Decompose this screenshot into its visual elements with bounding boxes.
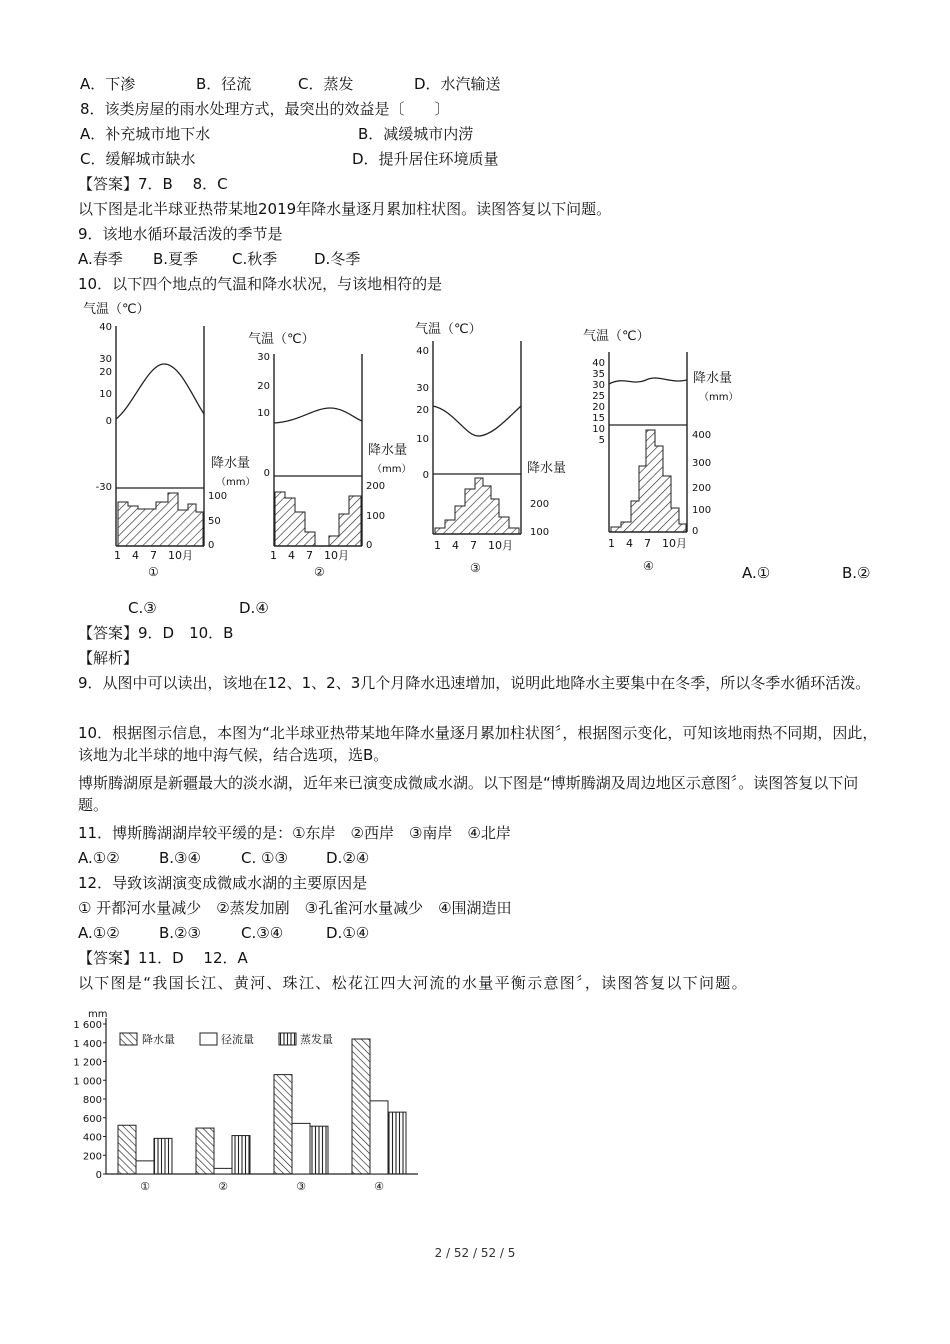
chart1-id: ① xyxy=(148,565,159,579)
legend-swatch-evap xyxy=(279,1033,296,1045)
chart4-tick-t35: 35 xyxy=(592,369,605,380)
chart4-tick-p400: 400 xyxy=(692,430,712,441)
climate-chart-4 xyxy=(583,329,738,573)
chart4-precip-unit: （mm） xyxy=(699,392,739,403)
chart2-tick-t10: 10 xyxy=(257,408,270,419)
chart4-precip-label: 降水量 xyxy=(693,371,733,386)
chart3-temp-label: 气温（℃） xyxy=(415,322,482,337)
chart-y-tick-label: 1 400 xyxy=(73,1038,102,1050)
chart4-tick-t20: 20 xyxy=(592,402,605,413)
chart4-tick-t40: 40 xyxy=(592,358,605,369)
bar-runoff-3 xyxy=(292,1123,310,1174)
chart4-tick-p300: 300 xyxy=(692,458,712,469)
chart2-tick-t20: 20 xyxy=(257,381,270,392)
bar-precip-4 xyxy=(352,1039,370,1174)
q7-option-a: A．下渗 xyxy=(80,75,136,93)
q12-stem: 12．导致该湖演变成微咸水湖的主要原因是 xyxy=(78,874,368,892)
legend-swatch-runoff xyxy=(200,1033,217,1045)
chart4-tick-p100: 100 xyxy=(692,505,712,516)
chart-y-tick-label: 1 600 xyxy=(73,1020,102,1031)
chart1-tick-tm30: -30 xyxy=(95,482,112,493)
chart-legend xyxy=(120,1032,333,1046)
page-footer: 2 / 52 / 52 / 5 xyxy=(434,1246,516,1260)
bar-runoff-1 xyxy=(136,1161,154,1174)
chart2-id: ② xyxy=(314,565,325,579)
chart1-temp-label: 气温（℃） xyxy=(83,302,150,317)
chart4-temp-label: 气温（℃） xyxy=(583,329,650,344)
bar-evap-1 xyxy=(154,1138,172,1174)
chart4-tick-p200: 200 xyxy=(692,483,712,494)
chart3-id: ③ xyxy=(470,561,481,575)
chart4-tick-t10: 10 xyxy=(592,424,605,435)
chart1-tick-t0: 0 xyxy=(105,416,112,427)
bar-precip-3 xyxy=(274,1075,292,1174)
q8-option-a: A．补充城市地下水 xyxy=(80,125,211,143)
intro-11-12: 博斯腾湖原是新疆最大的淡水湖，近年来已演变成微咸水湖。以下图是“博斯腾湖及周边地区示意图〞。读图答复以下问题。 xyxy=(78,774,859,814)
bar-precip-2 xyxy=(196,1128,214,1174)
chart2-tick-p100: 100 xyxy=(366,511,386,522)
chart2-tick-t30: 30 xyxy=(257,352,270,363)
q11-option-b: B.③④ xyxy=(159,849,201,867)
chart2-months: 1 4 7 10月 xyxy=(270,549,349,562)
chart3-tick-p200: 200 xyxy=(530,499,550,510)
q8-option-b: B．减缓城市内涝 xyxy=(358,125,474,143)
intro-9-10: 以下图是北半球亚热带某地2019年降水量逐月累加柱状图。读图答复以下问题。 xyxy=(78,200,612,218)
chart-y-tick-label: 1 000 xyxy=(73,1076,102,1088)
explanation-10: 10．根据图示信息，本图为“北半球亚热带某地年降水量逐月累加柱状图〞，根据图示变化，可知该地雨热不同期，因此，该地为北半球的地中海气候，结合选项，选B。 xyxy=(78,724,878,764)
q12-option-c: C.③④ xyxy=(241,924,284,942)
bar-evap-4 xyxy=(388,1112,406,1174)
q7-option-b: B．径流 xyxy=(196,75,252,93)
q9-option-c: C.秋季 xyxy=(232,250,278,268)
climate-chart-2 xyxy=(248,332,411,579)
q12-option-b: B.②③ xyxy=(159,924,201,942)
q10-option-a: A.① xyxy=(742,564,771,582)
q11-stem: 11．博斯腾湖湖岸较平缓的是：①东岸 ②西岸 ③南岸 ④北岸 xyxy=(78,824,511,842)
chart4-id: ④ xyxy=(643,559,654,573)
chart4-tick-t15: 15 xyxy=(592,413,605,424)
explanation-9: 9．从图中可以读出，该地在12、1、2、3几个月降水迅速增加，说明此地降水主要集中在冬季，所以冬季水循环活泼。 xyxy=(78,674,871,692)
bar-evap-3 xyxy=(310,1126,328,1174)
chart1-tick-p50: 50 xyxy=(208,516,221,527)
chart-y-tick-label: 800 xyxy=(82,1095,102,1106)
climate-chart-1 xyxy=(83,302,255,579)
chart2-precip-unit: （mm） xyxy=(372,464,412,475)
chart3-tick-p100: 100 xyxy=(530,527,550,538)
answer-11-12: 【答案】11．D 12．A xyxy=(78,949,248,967)
chart1-tick-p100: 100 xyxy=(208,491,228,502)
chart-y-tick-label: 1 200 xyxy=(73,1057,102,1069)
chart4-tick-t5: 5 xyxy=(598,435,605,446)
q9-option-b: B.夏季 xyxy=(153,250,199,268)
q10-stem: 10．以下四个地点的气温和降水状况，与该地相符的是 xyxy=(78,275,443,293)
chart1-precip-unit: （mm） xyxy=(216,477,256,488)
chart4-months: 1 4 7 10月 xyxy=(608,537,687,550)
q12-option-a: A.①② xyxy=(78,924,120,942)
bar-runoff-4 xyxy=(370,1101,388,1174)
chart-y-tick-label: 0 xyxy=(95,1170,102,1181)
chart-y-tick-label: 400 xyxy=(82,1132,102,1144)
q10-option-b: B.② xyxy=(842,564,871,582)
chart-category-label: ④ xyxy=(374,1180,384,1193)
answer-7-8: 【答案】7．B 8．C xyxy=(78,175,228,193)
chart-category-label: ③ xyxy=(296,1180,306,1193)
chart1-tick-t10: 10 xyxy=(99,389,112,400)
chart2-temp-label: 气温（℃） xyxy=(248,332,315,347)
q9-option-a: A.春季 xyxy=(78,250,123,268)
legend-label-runoff: 径流量 xyxy=(221,1033,254,1046)
q11-option-a: A.①② xyxy=(78,849,120,867)
analysis-heading: 【解析】 xyxy=(78,649,139,667)
climate-charts-figure xyxy=(78,296,838,581)
legend-swatch-precip xyxy=(120,1033,137,1045)
q10-option-d: D.④ xyxy=(239,599,269,617)
chart1-tick-t40: 40 xyxy=(99,322,112,333)
chart3-tick-t40: 40 xyxy=(416,346,429,357)
q9-stem: 9．该地水循环最活泼的季节是 xyxy=(78,225,283,243)
q11-option-c: C. ①③ xyxy=(241,849,288,867)
chart2-tick-t0: 0 xyxy=(263,468,270,479)
chart3-tick-t30: 30 xyxy=(416,383,429,394)
answer-9-10: 【答案】9．D 10．B xyxy=(78,624,234,642)
chart2-precip-label: 降水量 xyxy=(368,443,408,458)
chart1-months: 1 4 7 10月 xyxy=(114,549,193,562)
q12-choices: ① 开都河水量减少 ②蒸发加剧 ③孔雀河水量减少 ④围湖造田 xyxy=(78,899,512,917)
chart1-precip-label: 降水量 xyxy=(211,456,251,471)
chart1-tick-t30: 30 xyxy=(99,354,112,365)
bar-runoff-2 xyxy=(214,1168,232,1174)
bar-precip-1 xyxy=(118,1125,136,1174)
chart3-tick-t0: 0 xyxy=(422,470,429,481)
chart2-tick-p0: 0 xyxy=(366,540,373,551)
chart2-tick-p200: 200 xyxy=(366,481,386,492)
chart4-tick-t30: 30 xyxy=(592,380,605,391)
q8-stem: 8．该类房屋的雨水处理方式，最突出的效益是〔 〕 xyxy=(80,100,450,118)
chart1-tick-p0: 0 xyxy=(208,540,215,551)
chart4-tick-t25: 25 xyxy=(592,391,605,402)
q7-option-c: C．蒸发 xyxy=(298,75,354,93)
chart3-months: 1 4 7 10月 xyxy=(434,539,513,552)
q8-option-d: D．提升居住环境质量 xyxy=(352,150,499,168)
q9-option-d: D.冬季 xyxy=(314,250,361,268)
chart4-tick-p0: 0 xyxy=(692,526,699,537)
chart-unit-label: mm xyxy=(88,1009,108,1020)
chart-y-tick-label: 200 xyxy=(82,1151,102,1163)
chart1-tick-t20: 20 xyxy=(99,367,112,378)
q8-option-c: C．缓解城市缺水 xyxy=(80,150,196,168)
chart3-tick-t10: 10 xyxy=(416,434,429,445)
legend-label-precip: 降水量 xyxy=(142,1033,175,1046)
chart3-tick-t20: 20 xyxy=(416,405,429,416)
legend-label-evap: 蒸发量 xyxy=(300,1033,333,1046)
bar-evap-2 xyxy=(232,1136,250,1174)
q7-option-d: D．水汽输送 xyxy=(414,75,501,93)
q11-option-d: D.②④ xyxy=(326,849,370,867)
chart3-precip-label: 降水量 xyxy=(527,461,567,476)
chart-category-label: ① xyxy=(140,1180,150,1193)
q12-option-d: D.①④ xyxy=(326,924,370,942)
climate-chart-3 xyxy=(415,322,566,575)
q10-option-c: C.③ xyxy=(128,599,157,617)
chart-category-label: ② xyxy=(218,1180,228,1193)
chart-y-tick-label: 600 xyxy=(82,1113,102,1125)
intro-13: 以下图是“我国长江、黄河、珠江、松花江四大河流的水量平衡示意图〞，读图答复以下问题。 xyxy=(78,974,748,992)
water-balance-chart xyxy=(66,1006,426,1198)
